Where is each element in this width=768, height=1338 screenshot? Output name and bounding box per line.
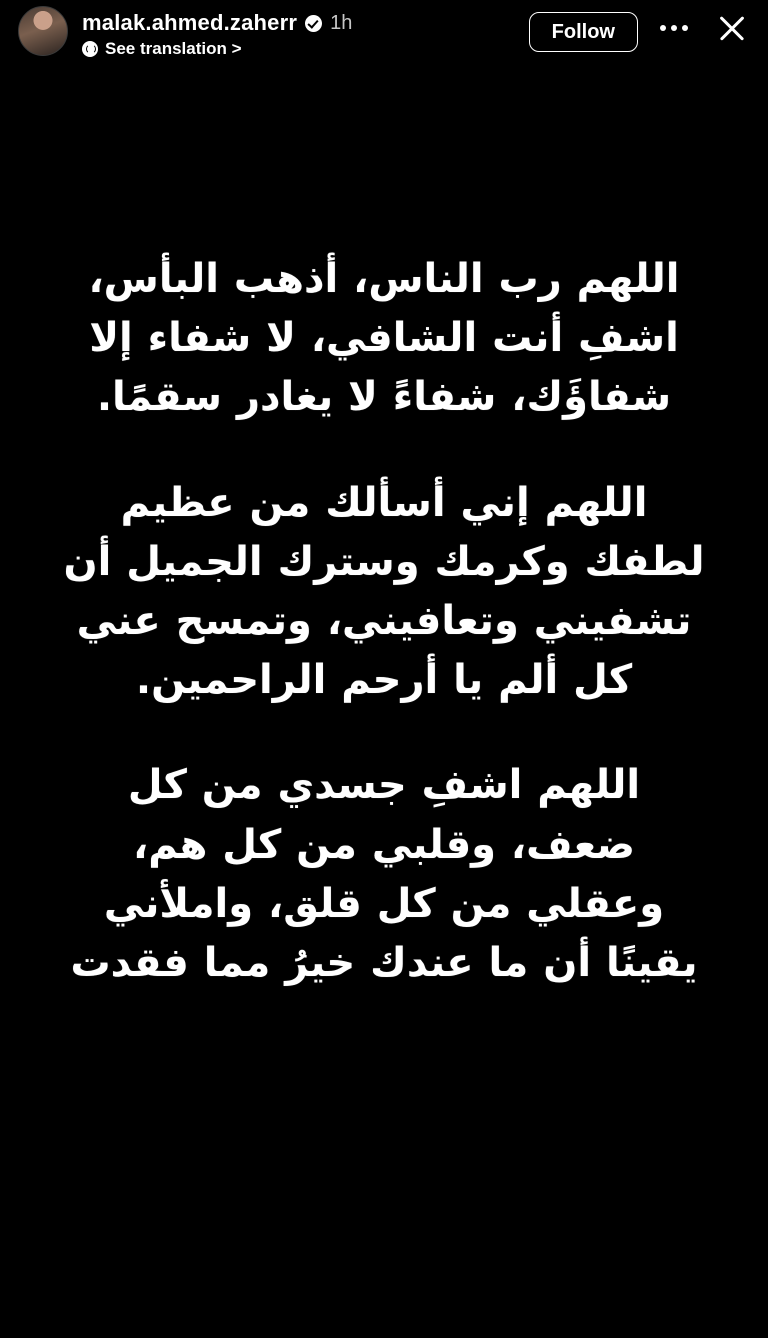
close-icon[interactable] [714,10,750,46]
story-paragraph: اللهم اشفِ جسدي من كل ضعف، وقلبي من كل هم، وعقلي من كل قلق، واملأني يقينًا أن ما عندك خيرُ مما فقدت [70,762,698,986]
translate-icon [82,41,98,57]
story-text-content [0,250,768,993]
see-translation-row[interactable] [82,39,529,59]
story-paragraph: اللهم إني أسألك من عظيم لطفك وكرمك وسترك الجميل أن تشفيني وتعافيني، وتمسح عني كل ألم يا أرحم الراحمين. [63,479,705,704]
avatar[interactable] [18,6,68,56]
story-paragraph: اللهم رب الناس، أذهب البأس، اشفِ أنت الشافي، لا شفاء إلا شفاؤَك، شفاءً لا يغادر سقمًا. [88,256,680,421]
more-options-icon[interactable] [660,14,688,42]
story-header [0,0,768,78]
follow-button[interactable]: Follow [529,12,638,52]
see-translation-label[interactable]: See translation > [105,39,242,58]
username-row [82,10,529,36]
header-text-block [82,4,529,59]
verified-badge-icon [305,15,322,32]
timestamp: 1h [330,11,353,34]
username[interactable]: malak.ahmed.zaherr [82,10,298,35]
